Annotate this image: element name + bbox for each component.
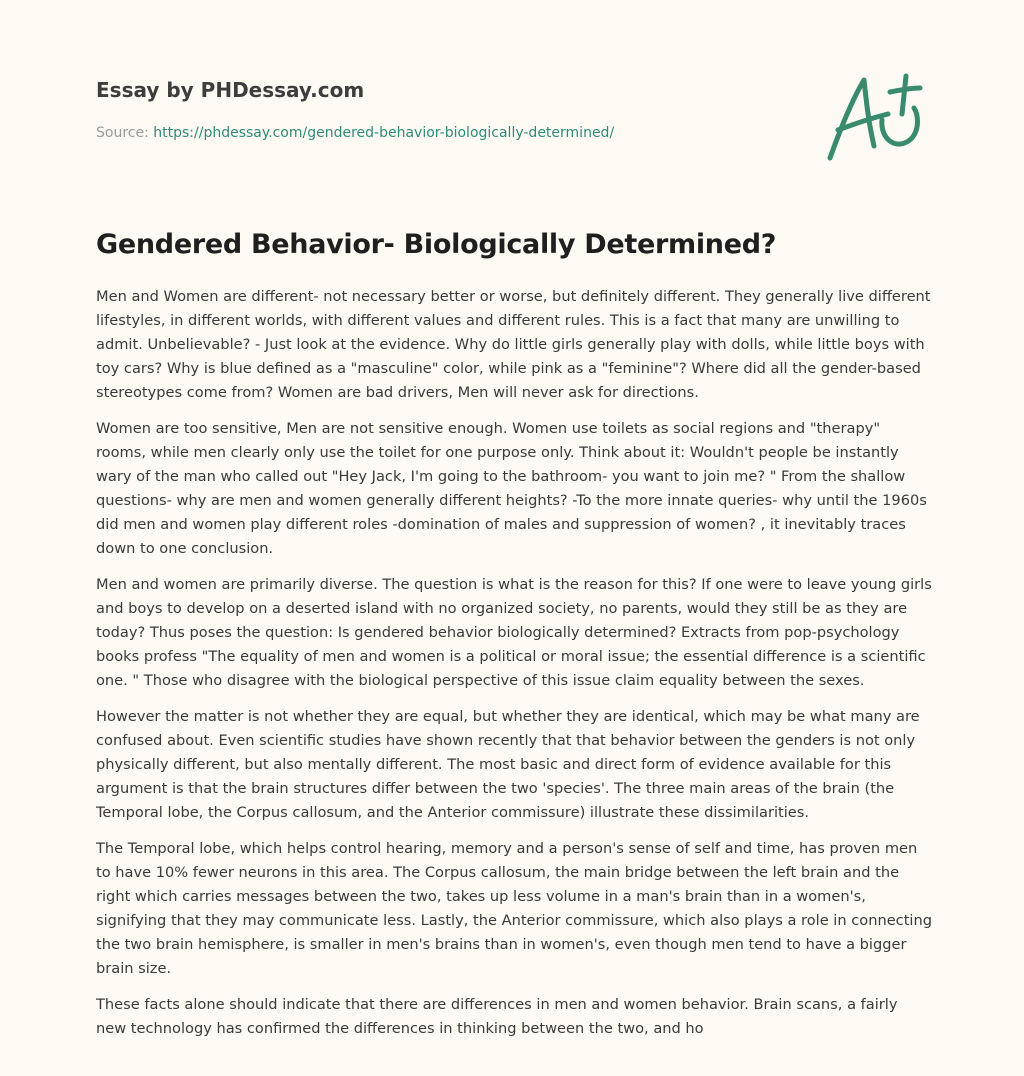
essay-paragraph: Women are too sensitive, Men are not sensitive enough. Women use toilets as social regions and "therapy" rooms, while men clearly only use the toilet for one purpose only. Think about it: Wouldn't people be instantly wary of the man who called out "Hey Jack, I'm going to the bathroom- you want to join me? " From the shallow questions- why are men and women generally different heights? -To the more innate queries- why until the 1960s did men and women play different roles -domination of males and suppression of women? , it inevitably traces down to one conclusion. bbox=[96, 420, 927, 557]
source-link[interactable]: https://phdessay.com/gendered-behavior-biologically-determined/ bbox=[153, 125, 615, 141]
site-header bbox=[96, 78, 796, 102]
essay-paragraph: Men and women are primarily diverse. The question is what is the reason for this? If one were to leave young girls and boys to develop on a deserted island with no organized society, no parents, would they still be as they are today? Thus poses the question: Is gendered behavior biologically determined? Extracts from pop-psychology books profess "The equality of men and women is a political or moral issue; the essential difference is a scientific one. " Those who disagree with the biological perspective of this issue claim equality between the sexes. bbox=[96, 576, 932, 689]
essay-body bbox=[96, 285, 932, 1053]
essay-paragraph: Men and Women are different- not necessary better or worse, but definitely different. They generally live different lifestyles, in different worlds, with different values and different rules. This is a fact that many are unwilling to admit. Unbelievable? - Just look at the evidence. Why do little girls generally play with dolls, while little boys with toy cars? Why is blue defined as a "masculine" color, while pink as a "feminine"? Where did all the gender-based stereotypes come from? Women are bad drivers, Men will never ask for directions. bbox=[96, 288, 931, 401]
essay-title: Gendered Behavior- Biologically Determined? bbox=[96, 229, 777, 260]
source-line bbox=[96, 124, 614, 142]
a-plus-logo-icon bbox=[822, 68, 926, 164]
brand-title: Essay by PHDessay.com bbox=[96, 78, 365, 102]
source-label: Source: bbox=[96, 125, 149, 141]
essay-paragraph: These facts alone should indicate that there are differences in men and women behavior. Brain scans, a fairly new technology has confirmed the differences in thinking between the two, and ho bbox=[96, 996, 898, 1037]
essay-paragraph: The Temporal lobe, which helps control hearing, memory and a person's sense of self and time, has proven men to have 10% fewer neurons in this area. The Corpus callosum, the main bridge between the left brain and the right which carries messages between the two, takes up less volume in a man's brain than in a women's, signifying that they may communicate less. Lastly, the Anterior commissure, which also plays a role in connecting the two brain hemisphere, is smaller in men's brains than in women's, even though men tend to have a bigger brain size. bbox=[96, 840, 932, 977]
essay-paragraph: However the matter is not whether they are equal, but whether they are identical, which may be what many are confused about. Even scientific studies have shown recently that that behavior between the genders is not only physically different, but also mentally different. The most basic and direct form of evidence available for this argument is that the brain structures differ between the two 'species'. The three main areas of the brain (the Temporal lobe, the Corpus callosum, and the Anterior commissure) illustrate these dissimilarities. bbox=[96, 708, 920, 821]
